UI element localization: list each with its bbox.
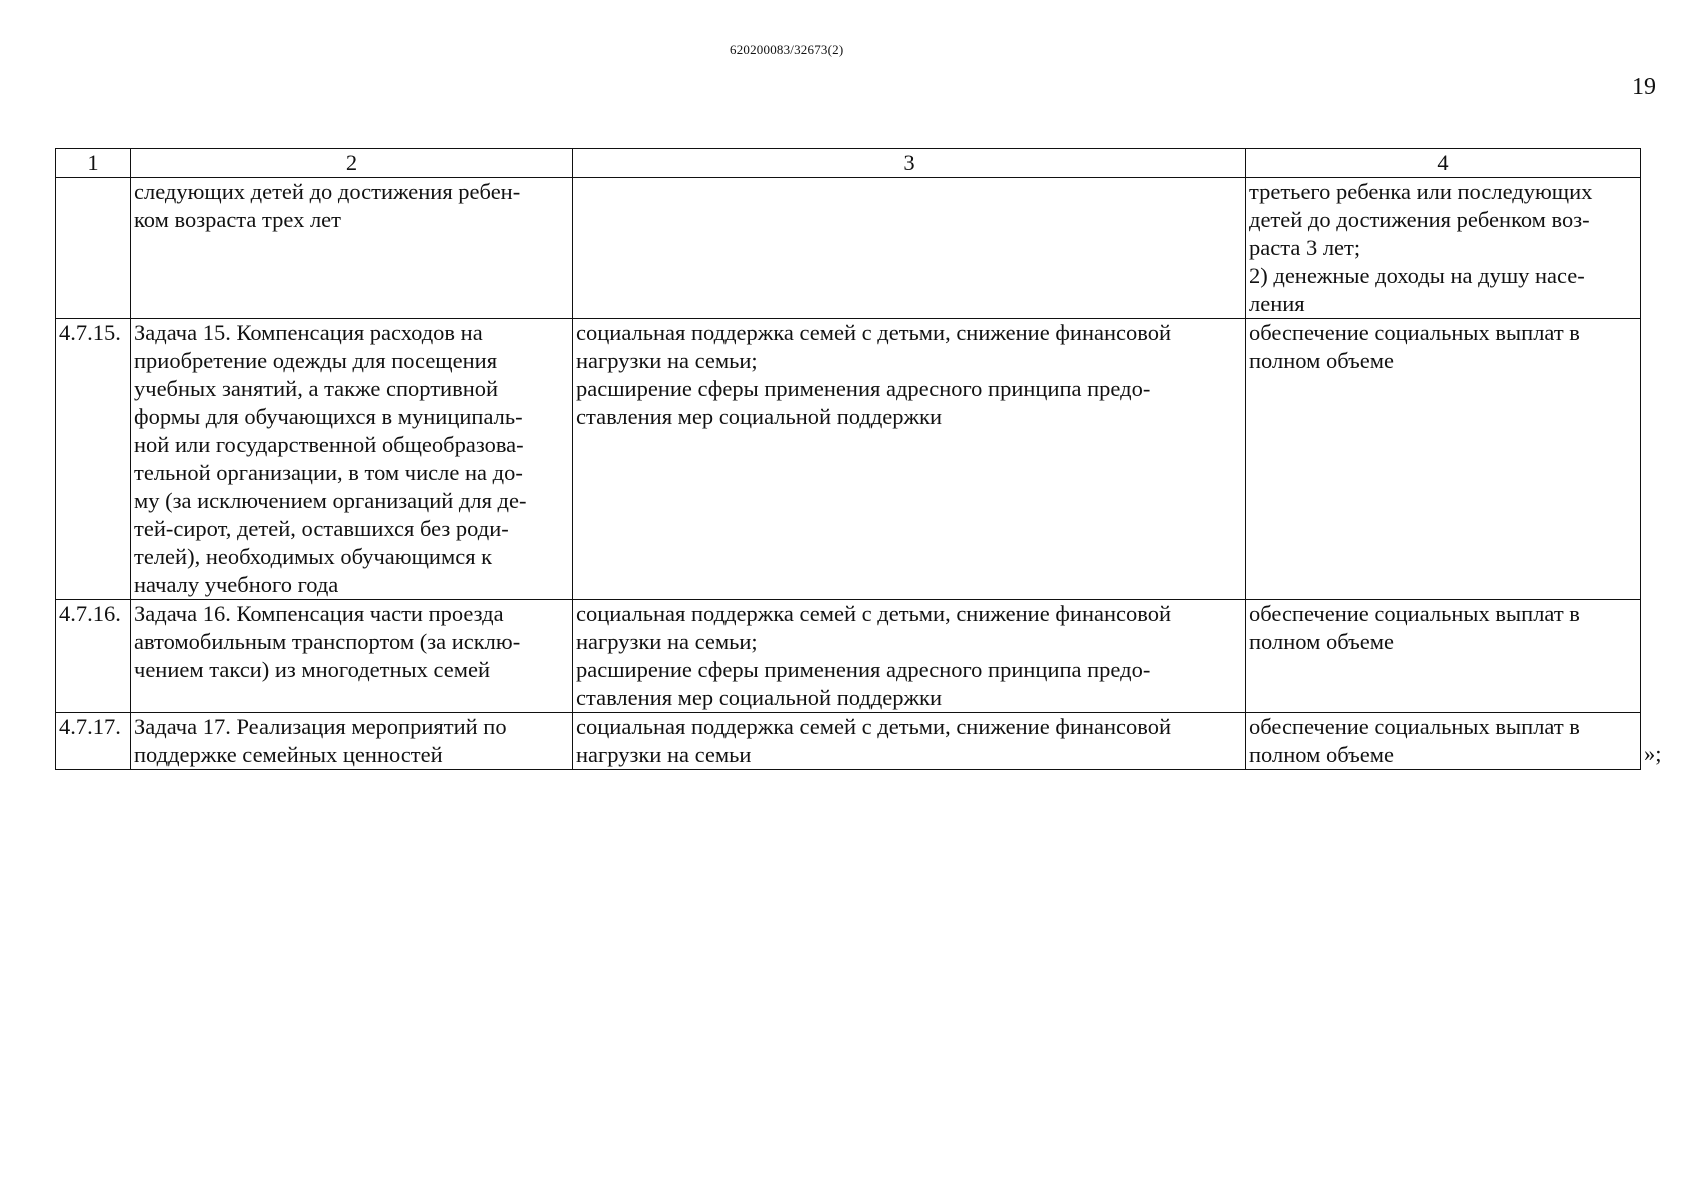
goal-cell: [573, 178, 1246, 319]
indicator-text-line: полном объеме: [1249, 742, 1394, 767]
indicator-text-line: раста 3 лет;: [1249, 235, 1361, 260]
indicator-text-line: полном объеме: [1249, 629, 1394, 654]
task-cell: [131, 319, 573, 600]
task-text-line: автомобильным транспортом (за исклю-: [134, 629, 521, 654]
indicator-text-line: ления: [1249, 291, 1305, 316]
task-cell: [131, 178, 573, 319]
task-text-line: телей), необходимых обучающимся к: [134, 544, 493, 569]
table-row: [56, 178, 1641, 319]
goal-text-line: социальная поддержка семей с детьми, снижение финансовой: [576, 601, 1172, 626]
goal-cell: [573, 319, 1246, 600]
task-text-line: тельной организации, в том числе на до-: [134, 460, 523, 485]
item-number-cell: 4.7.15.: [56, 319, 131, 600]
indicator-text-line: обеспечение социальных выплат в: [1249, 601, 1580, 626]
task-text-line: чением такси) из многодетных семей: [134, 657, 491, 682]
indicator-text-line: 2) денежные доходы на душу насе-: [1249, 263, 1585, 288]
goal-cell: [573, 713, 1246, 770]
goal-text-line: социальная поддержка семей с детьми, снижение финансовой: [576, 320, 1172, 345]
task-text-line: Задача 17. Реализация мероприятий по: [134, 714, 507, 739]
indicator-text-line: детей до достижения ребенком воз-: [1249, 207, 1590, 232]
indicator-text-line: третьего ребенка или последующих: [1249, 179, 1593, 204]
goal-text-line: нагрузки на семьи;: [576, 348, 758, 373]
column-number-header: 3: [573, 149, 1246, 178]
task-text-line: тей-сирот, детей, оставшихся без роди-: [134, 516, 509, 541]
table-row: [56, 319, 1641, 600]
closing-quote-mark: »;: [1644, 741, 1662, 766]
indicator-text-line: обеспечение социальных выплат в: [1249, 714, 1580, 739]
indicator-cell: [1246, 600, 1641, 713]
page-number: 19: [1632, 74, 1656, 100]
goal-text-line: ставления мер социальной поддержки: [576, 404, 943, 429]
goal-text-line: ставления мер социальной поддержки: [576, 685, 943, 710]
goal-text-line: нагрузки на семьи: [576, 742, 752, 767]
goal-text-line: расширение сферы применения адресного принципа предо-: [576, 376, 1151, 401]
task-cell: [131, 713, 573, 770]
item-number-cell: [56, 178, 131, 319]
task-text-line: му (за исключением организаций для де-: [134, 488, 527, 513]
task-text-line: Задача 16. Компенсация части проезда: [134, 601, 504, 626]
item-number-cell: 4.7.16.: [56, 600, 131, 713]
indicator-cell: [1246, 713, 1641, 770]
task-text-line: приобретение одежды для посещения: [134, 348, 498, 373]
table-row: [56, 600, 1641, 713]
indicator-text-line: обеспечение социальных выплат в: [1249, 320, 1580, 345]
task-text-line: формы для обучающихся в муниципаль-: [134, 404, 523, 429]
indicator-cell: [1246, 178, 1641, 319]
indicator-cell: [1246, 319, 1641, 600]
tasks-table: [55, 148, 1641, 770]
task-text-line: поддержке семейных ценностей: [134, 742, 443, 767]
table-row: [56, 713, 1641, 770]
task-text-line: учебных занятий, а также спортивной: [134, 376, 499, 401]
document-id: 620200083/32673(2): [730, 42, 844, 57]
column-number-header: 4: [1246, 149, 1641, 178]
task-text-line: Задача 15. Компенсация расходов на: [134, 320, 483, 345]
task-text-line: ной или государственной общеобразова-: [134, 432, 524, 457]
task-text-line: ком возраста трех лет: [134, 207, 341, 232]
column-number-header: 1: [56, 149, 131, 178]
column-number-header: 2: [131, 149, 573, 178]
goal-text-line: расширение сферы применения адресного принципа предо-: [576, 657, 1151, 682]
task-cell: [131, 600, 573, 713]
item-number-cell: 4.7.17.: [56, 713, 131, 770]
column-number-row: [56, 149, 1641, 178]
indicator-text-line: полном объеме: [1249, 348, 1394, 373]
goal-cell: [573, 600, 1246, 713]
goal-text-line: социальная поддержка семей с детьми, снижение финансовой: [576, 714, 1172, 739]
task-text-line: началу учебного года: [134, 572, 339, 597]
goal-text-line: нагрузки на семьи;: [576, 629, 758, 654]
task-text-line: следующих детей до достижения ребен-: [134, 179, 521, 204]
